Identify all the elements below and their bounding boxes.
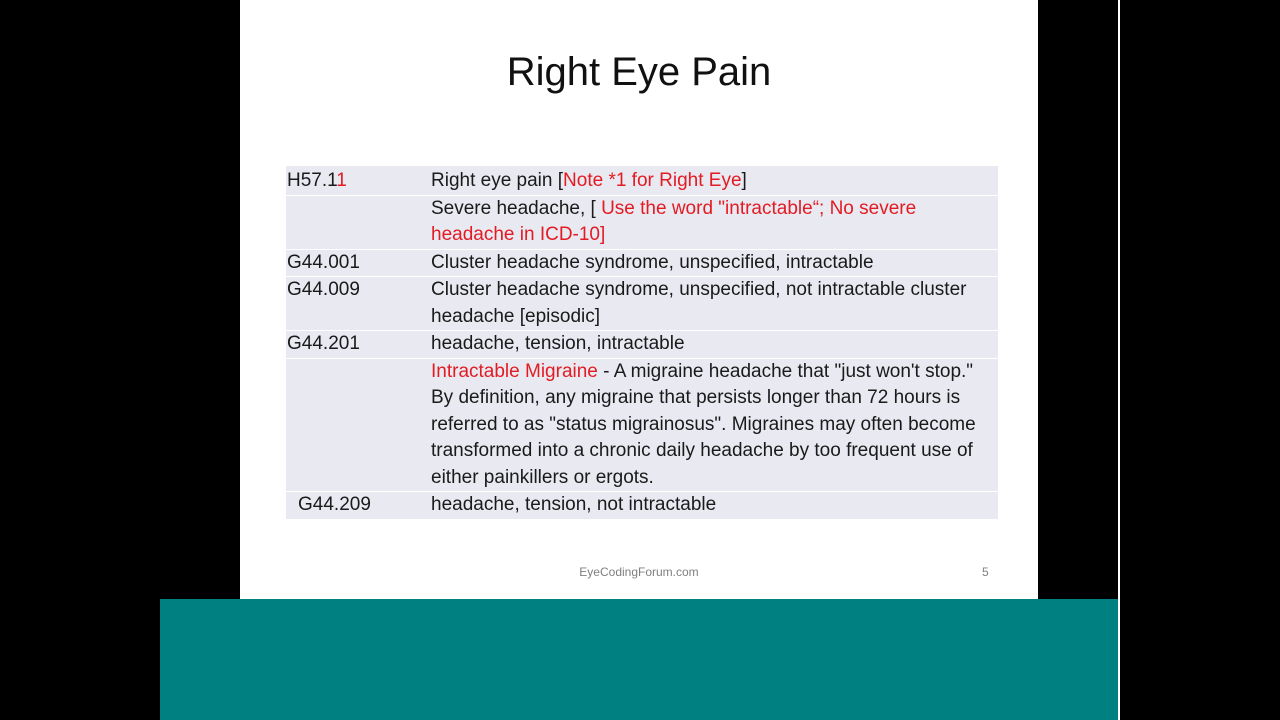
table-row: [286, 195, 998, 249]
code-cell: [286, 166, 431, 195]
description-cell: Cluster headache syndrome, unspecified, not intractable cluster headache [episodic]: [431, 277, 998, 331]
note-text: Intractable Migraine: [431, 360, 598, 382]
edge-strip: [1118, 0, 1120, 720]
presentation-slide: [240, 0, 1038, 599]
table-row: [286, 277, 998, 331]
note-text: Note *1 for Right Eye: [563, 170, 742, 191]
code-cell: G44.001: [286, 249, 431, 277]
slide-footer: EyeCodingForum.com: [579, 565, 699, 579]
table-row: [286, 249, 998, 277]
code-cell: [286, 358, 431, 492]
bottom-banner: [160, 599, 1118, 720]
description-cell: headache, tension, not intractable: [431, 492, 998, 520]
note-text: Use the word "intractable“; No severe headache in ICD-10]: [431, 197, 917, 245]
code-cell: G44.209: [286, 492, 431, 520]
table-row: [286, 166, 998, 195]
table-row: [286, 358, 998, 492]
code-highlight: 1: [336, 170, 347, 191]
description-cell: [431, 166, 998, 195]
slide-title: Right Eye Pain: [506, 50, 772, 94]
description-text: Severe headache, [: [431, 197, 602, 219]
description-text: - A migraine headache that "just won't stop." By definition, any migraine that persists longer than 72 hours is referred to as "status migrainosus". Migraines may often become transformed into a chronic daily headache by too frequent use of either painkillers or ergots.: [431, 360, 976, 488]
description-cell: [431, 358, 998, 492]
icd-code-table: [286, 166, 998, 520]
code-cell: G44.201: [286, 331, 431, 359]
code-cell: G44.009: [286, 277, 431, 331]
description-cell: headache, tension, intractable: [431, 331, 998, 359]
table-row: [286, 492, 998, 520]
table-row: [286, 331, 998, 359]
description-text: Right eye pain [: [431, 170, 564, 191]
description-text: ]: [741, 170, 747, 191]
code-text: H57.1: [287, 170, 337, 191]
code-cell: [286, 195, 431, 249]
slide-page-number: 5: [982, 565, 989, 579]
description-cell: [431, 195, 998, 249]
description-cell: Cluster headache syndrome, unspecified, intractable: [431, 249, 998, 277]
